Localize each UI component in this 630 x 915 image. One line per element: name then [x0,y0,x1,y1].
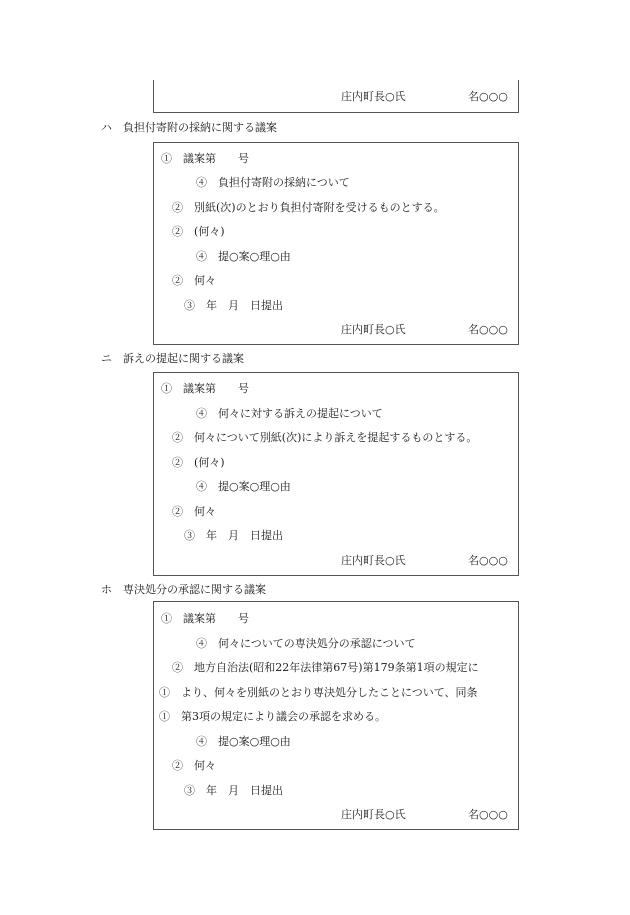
section-mark: ハ [101,121,112,134]
form-line: ① 議案第 号 [161,612,249,625]
form-line: ① より、何々を別紙のとおり専決処分したことについて、同条 [159,686,478,699]
signature-name: 名○○○ [468,90,508,103]
signature-name: 名○○○ [468,554,508,567]
section-title: 専決処分の承認に関する議案 [123,583,266,596]
form-box-ha [153,142,519,345]
form-line: ② 何々 [172,759,216,772]
form-line: ① 議案第 号 [161,152,249,165]
form-line: ① 第3項の規定により議会の承認を求める。 [159,710,386,723]
form-line: ② (何々) [172,456,225,469]
form-line: ③ 年 月 日提出 [184,529,283,542]
form-line: ② 地方自治法(昭和22年法律第67号)第179条第1項の規定に [172,661,479,674]
signature-name: 名○○○ [468,323,508,336]
form-line: ④ 何々についての専決処分の承認について [196,637,416,650]
form-line: ④ 提○案○理○由 [196,735,291,748]
section-title: 訴えの提起に関する議案 [123,352,244,365]
form-line: ④ 提○案○理○由 [196,480,291,493]
form-line: ③ 年 月 日提出 [184,784,283,797]
section-title: 負担付寄附の採納に関する議案 [123,121,277,134]
form-line: ④ 何々に対する訴えの提起について [196,407,383,420]
section-mark: ニ [101,352,112,365]
form-line: ④ 提○案○理○由 [196,250,291,263]
signature-post: 庄内町長○氏 [341,808,406,821]
section-heading-ni [101,352,244,366]
section-heading-ho [101,583,266,597]
signature-post: 庄内町長○氏 [341,554,406,567]
section-heading-ha [101,121,277,135]
form-line: ③ 年 月 日提出 [184,299,283,312]
form-line: ② 何々 [172,274,216,287]
form-line: ④ 負担付寄附の採納について [196,176,350,189]
form-line: ② 別紙(次)のとおり負担付寄附を受けるものとする。 [172,201,445,214]
form-line: ② (何々) [172,225,225,238]
section-mark: ホ [101,583,112,596]
form-line: ① 議案第 号 [161,382,249,395]
form-box-ni [153,372,519,576]
continued-form-box [153,80,519,113]
form-box-ho [153,601,519,830]
form-line: ② 何々について別紙(次)により訴えを提起するものとする。 [172,431,478,444]
signature-name: 名○○○ [468,808,508,821]
signature-post: 庄内町長○氏 [341,323,406,336]
signature-post: 庄内町長○氏 [341,90,406,103]
form-line: ② 何々 [172,505,216,518]
